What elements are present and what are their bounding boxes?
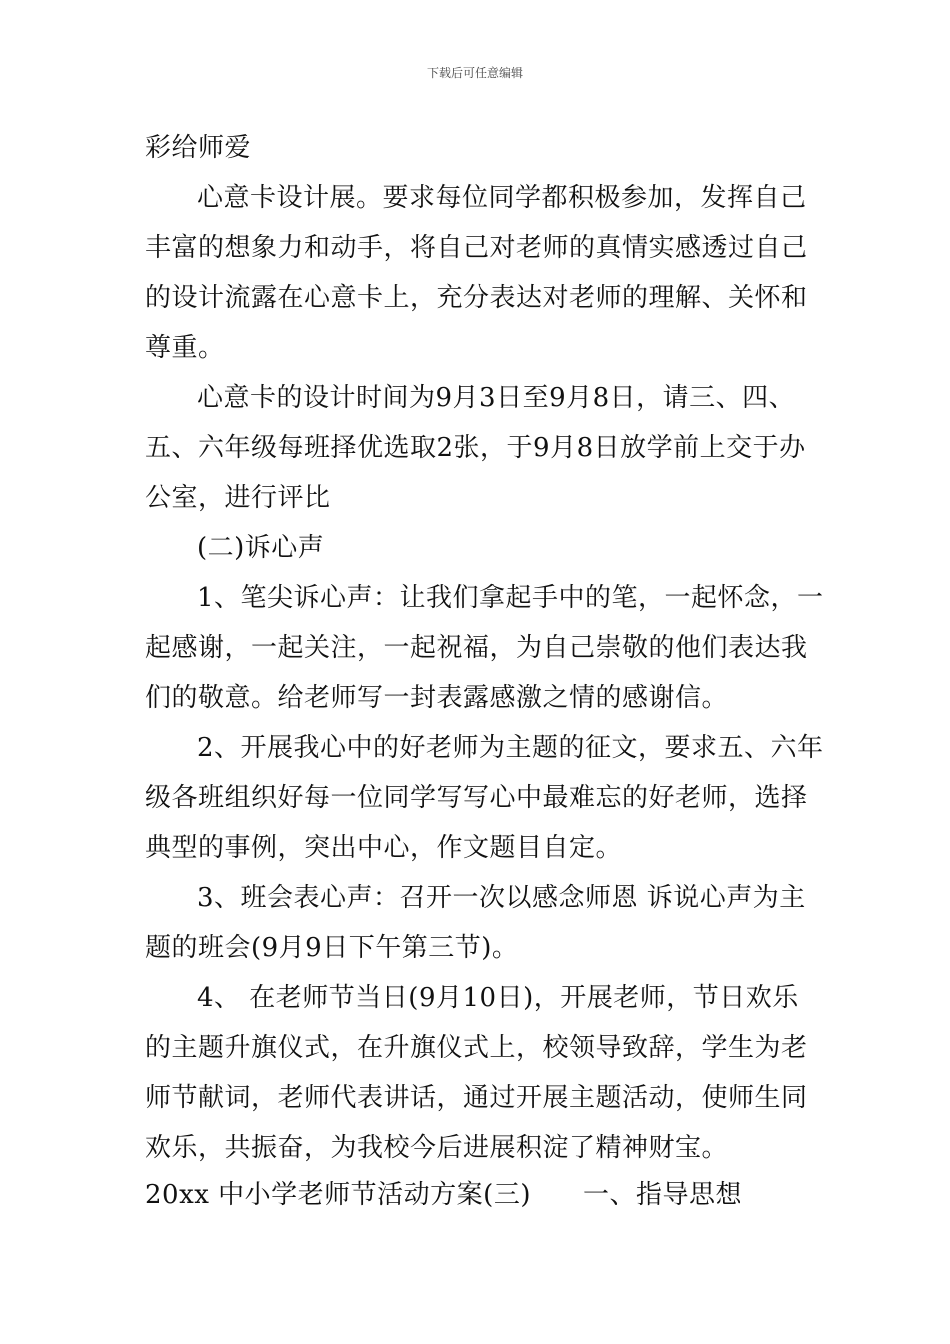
paragraph-line: 们的敬意。给老师写一封表露感激之情的感谢信。 <box>145 683 729 713</box>
paragraph-line: 级各班组织好每一位同学写写心中最难忘的好老师，选择 <box>145 783 808 813</box>
paragraph-line: 2、开展我心中的好老师为主题的征文，要求五、六年 <box>197 733 824 763</box>
paragraph-line: 的设计流露在心意卡上，充分表达对老师的理解、关怀和 <box>145 283 808 313</box>
paragraph-line: 1、笔尖诉心声：让我们拿起手中的笔，一起怀念，一 <box>197 583 824 613</box>
paragraph-line: 彩给师爱 <box>145 133 252 163</box>
paragraph-line: 题的班会(9月9日下午第三节)。 <box>145 933 519 963</box>
paragraph-line: 心意卡设计展。要求每位同学都积极参加，发挥自己 <box>197 183 807 213</box>
paragraph-line: 丰富的想象力和动手，将自己对老师的真情实感透过自己 <box>145 233 808 263</box>
section-title: 一、指导思想 <box>582 1180 742 1210</box>
paragraph-line: 公室，进行评比 <box>145 483 331 513</box>
paragraph-line: 的主题升旗仪式，在升旗仪式上，校领导致辞，学生为老 <box>145 1033 808 1063</box>
paragraph-line: 3、班会表心声：召开一次以感念师恩 诉说心声为主 <box>197 883 806 913</box>
paragraph-line: 起感谢，一起关注，一起祝福，为自己崇敬的他们表达我 <box>145 633 808 663</box>
paragraph-line: 典型的事例，突出中心，作文题目自定。 <box>145 833 623 863</box>
page-header: 下载后可任意编辑 <box>426 66 523 80</box>
paragraph-line: 4、 在老师节当日(9月10日)，开展老师，节日欢乐 <box>197 983 799 1013</box>
document-title-line <box>145 1180 742 1210</box>
paragraph-line: 欢乐，共振奋，为我校今后进展积淀了精神财宝。 <box>145 1133 729 1163</box>
section-heading: (二)诉心声 <box>197 533 325 563</box>
paragraph-line: 五、六年级每班择优选取2张，于9月8日放学前上交于办 <box>145 433 806 463</box>
document-title: 20xx 中小学老师节活动方案(三) <box>145 1180 531 1210</box>
paragraph-line: 尊重。 <box>145 333 225 363</box>
paragraph-line: 心意卡的设计时间为9月3日至9月8日，请三、四、 <box>197 383 796 413</box>
paragraph-line: 师节献词，老师代表讲话，通过开展主题活动，使师生同 <box>145 1083 808 1113</box>
